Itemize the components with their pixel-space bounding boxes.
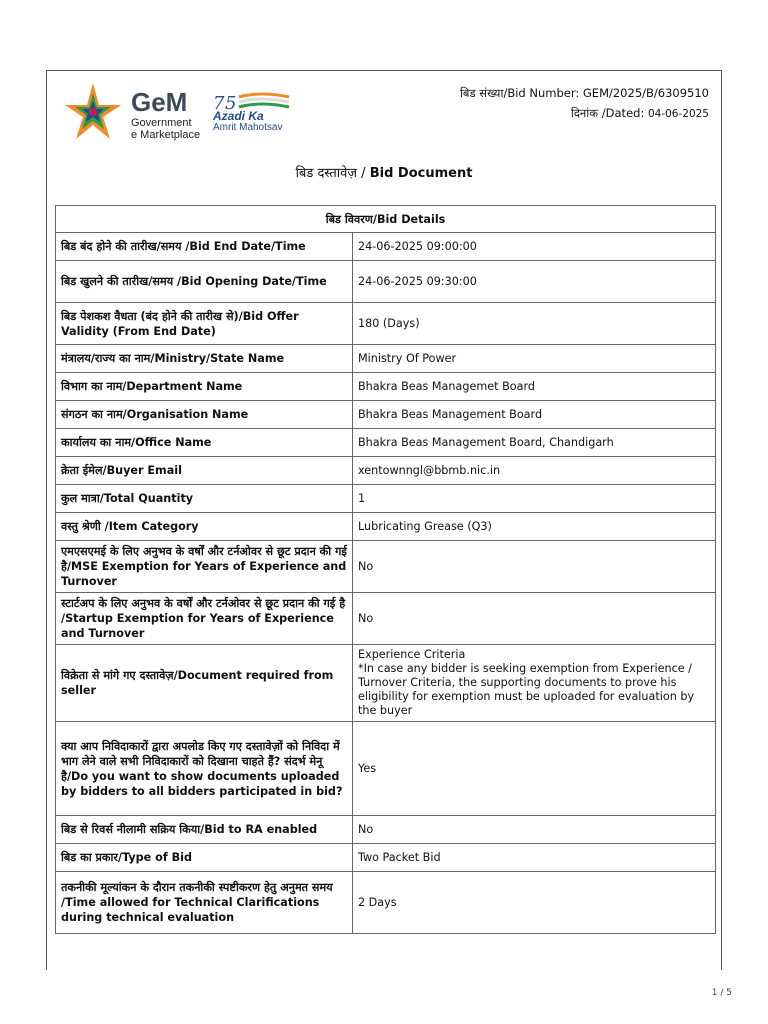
row-key: वस्तु श्रेणी /Item Category <box>56 513 353 541</box>
row-value: xentownngl@bbmb.nic.in <box>353 457 716 485</box>
page-number: 1 / 5 <box>711 988 732 998</box>
row-key: कार्यालय का नाम/Office Name <box>56 429 353 457</box>
azadi-logo-line1: Azadi Ka <box>213 109 264 123</box>
table-row <box>56 233 716 261</box>
table-row <box>56 816 716 844</box>
svg-text:7: 7 <box>213 93 225 113</box>
row-value: Bhakra Beas Managemet Board <box>353 373 716 401</box>
row-key: बिड खुलने की तारीख/समय /Bid Opening Date/Time <box>56 261 353 303</box>
row-value: 2 Days <box>353 872 716 934</box>
table-row <box>56 722 716 816</box>
azadi-logo <box>211 91 301 143</box>
document-title <box>47 163 721 181</box>
page-frame <box>46 70 722 970</box>
svg-text:5: 5 <box>225 93 237 113</box>
bid-number-value: GEM/2025/B/6309510 <box>582 86 709 100</box>
row-value: Bhakra Beas Management Board <box>353 401 716 429</box>
row-value: Two Packet Bid <box>353 844 716 872</box>
table-row <box>56 513 716 541</box>
dated-value: 04-06-2025 <box>647 108 709 120</box>
table-row <box>56 303 716 345</box>
dated-row <box>460 103 709 124</box>
gem-logo-line1: Government <box>131 117 192 129</box>
gem-logo-word: GeM <box>131 87 188 117</box>
row-key: क्रेता ईमेल/Buyer Email <box>56 457 353 485</box>
row-value: Ministry Of Power <box>353 345 716 373</box>
bid-details-table <box>55 205 716 934</box>
row-value: 1 <box>353 485 716 513</box>
table-row <box>56 457 716 485</box>
gem-star-icon <box>63 81 123 141</box>
document-header <box>47 71 721 161</box>
table-body <box>56 233 716 934</box>
row-key: एमएसएमई के लिए अनुभव के वर्षों और टर्नओवर से छूट प्रदान की गई है/MSE Exemption for Years of Experience and Turnover <box>56 541 353 593</box>
document-title-english: Bid Document <box>369 166 473 181</box>
table-row <box>56 844 716 872</box>
row-value: 24-06-2025 09:30:00 <box>353 261 716 303</box>
table-heading: बिड विवरण/Bid Details <box>56 206 716 233</box>
row-key: स्टार्टअप के लिए अनुभव के वर्षों और टर्नओवर से छूट प्रदान की गई है /Startup Exemption for Years of Experience and Turnover <box>56 593 353 645</box>
row-key: संगठन का नाम/Organisation Name <box>56 401 353 429</box>
row-value: No <box>353 541 716 593</box>
document-title-hindi: बिड दस्तावेज़ / <box>295 166 370 181</box>
row-key: विभाग का नाम/Department Name <box>56 373 353 401</box>
row-value: No <box>353 593 716 645</box>
row-key: मंत्रालय/राज्य का नाम/Ministry/State Name <box>56 345 353 373</box>
table-row <box>56 261 716 303</box>
dated-label: दिनांक /Dated: <box>570 106 645 120</box>
table-row <box>56 345 716 373</box>
row-key: विक्रेता से मांगे गए दस्तावेज़/Document required from seller <box>56 645 353 722</box>
row-value: 24-06-2025 09:00:00 <box>353 233 716 261</box>
azadi-logo-line2: Amrit Mahotsav <box>213 122 283 133</box>
row-key: बिड बंद होने की तारीख/समय /Bid End Date/Time <box>56 233 353 261</box>
row-key: बिड पेशकश वैधता (बंद होने की तारीख से)/Bid Offer Validity (From End Date) <box>56 303 353 345</box>
table-row <box>56 401 716 429</box>
gem-logo-line2: e Marketplace <box>131 129 201 141</box>
row-value: Experience Criteria *In case any bidder is seeking exemption from Experience / Turnover Criteria, the supporting documents to prove his eligibility for exemption must be uploaded for evaluation by the buyer <box>353 645 716 722</box>
row-value: No <box>353 816 716 844</box>
table-row <box>56 541 716 593</box>
row-key: कुल मात्रा/Total Quantity <box>56 485 353 513</box>
row-value: Lubricating Grease (Q3) <box>353 513 716 541</box>
table-row <box>56 593 716 645</box>
row-value: Bhakra Beas Management Board, Chandigarh <box>353 429 716 457</box>
table-row <box>56 645 716 722</box>
gem-logo <box>63 81 203 141</box>
row-key: क्या आप निविदाकारों द्वारा अपलोड किए गए दस्तावेज़ों को निविदा में भाग लेने वाले सभी निविदाकारों को दिखाना चाहते हैं? संदर्भ मेनू है/Do you want to show documents uploaded by bidders to all bidders participated in bid? <box>56 722 353 816</box>
bid-number-row <box>460 83 709 103</box>
table-heading-row <box>56 206 716 233</box>
row-key: बिड का प्रकार/Type of Bid <box>56 844 353 872</box>
table-row <box>56 429 716 457</box>
table-row <box>56 485 716 513</box>
bid-info <box>460 83 709 124</box>
table-row <box>56 373 716 401</box>
row-value: 180 (Days) <box>353 303 716 345</box>
bid-number-label: बिड संख्या/Bid Number: <box>459 86 580 100</box>
row-key: तकनीकी मूल्यांकन के दौरान तकनीकी स्पष्टीकरण हेतु अनुमत समय /Time allowed for Technical Clarifications during technical evaluation <box>56 872 353 934</box>
row-value: Yes <box>353 722 716 816</box>
table-row <box>56 872 716 934</box>
row-key: बिड से रिवर्स नीलामी सक्रिय किया/Bid to RA enabled <box>56 816 353 844</box>
